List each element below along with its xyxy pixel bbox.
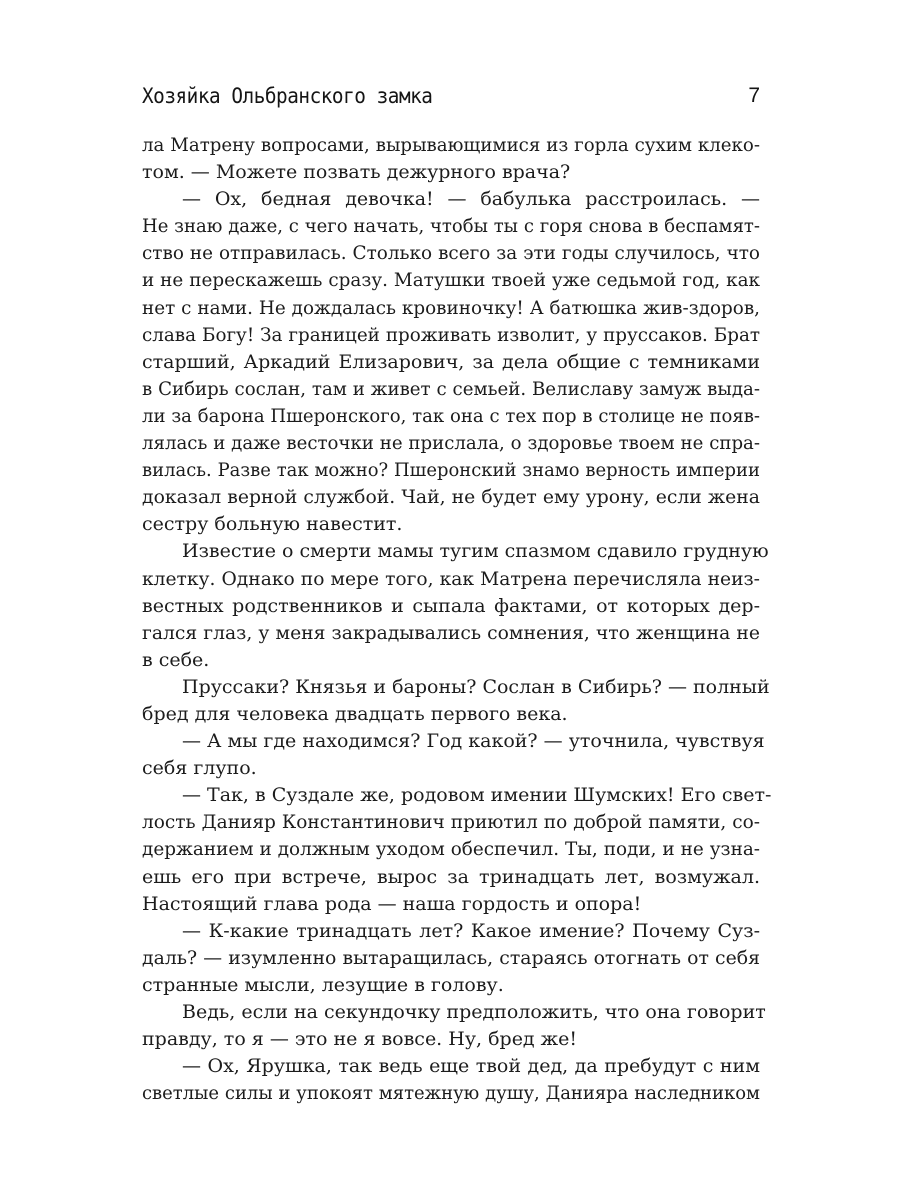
text-line: лялась и даже весточки не прислала, о здоровье твоем не спра-: [142, 432, 760, 455]
text-line: вестных родственников и сыпала фактами, от которых дер-: [142, 594, 760, 617]
text-line: — Ох, Ярушка, так ведь еще твой дед, да пребудут с ним: [182, 1055, 760, 1078]
text-line: Ведь, если на секундочку предположить, что она говорит: [182, 1001, 766, 1023]
text-line: Известие о смерти мамы тугим спазмом сдавило грудную: [182, 540, 769, 563]
text-line: бред для человека двадцать первого века.: [142, 702, 568, 725]
text-line: лость Данияр Константинович приютил по доброй памяти, со-: [142, 811, 760, 834]
text-line: клетку. Однако по мере того, как Матрена перечисляла неиз-: [142, 567, 760, 590]
text-line: — А мы где находимся? Год какой? — уточнила, чувствуя: [182, 730, 765, 753]
text-line: держанием и должным уходом обеспечил. Ты, поди, и не узна-: [142, 838, 760, 861]
text-line: Настоящий глава рода — наша гордость и опора!: [142, 892, 642, 915]
text-line: — Так, в Суздале же, родовом имении Шумских! Его свет-: [182, 784, 772, 807]
text-line: нет с нами. Не дождалась кровиночку! А батюшка жив-здоров,: [142, 296, 760, 319]
text-line: доказал верной службой. Чай, не будет ему урону, если жена: [142, 486, 760, 509]
text-line: Не знаю даже, с чего начать, чтобы ты с горя снова в беспамят-: [142, 215, 760, 238]
text-line: — Ох, бедная девочка! — бабулька расстроилась. —: [182, 188, 760, 211]
text-line: — К-какие тринадцать лет? Какое имение? Почему Суз-: [182, 919, 760, 942]
text-line: Пруссаки? Князья и бароны? Сослан в Сибирь? — полный: [182, 675, 770, 698]
body-text: [142, 132, 772, 1107]
book-title: Хозяйка Ольбранского замка: [142, 84, 433, 108]
text-line: ли за барона Пшеронского, так она с тех пор в столице не появ-: [142, 404, 760, 427]
text-line: в Сибирь сослан, там и живет с семьей. Велиславу замуж выда-: [142, 377, 760, 400]
running-head: [142, 82, 760, 114]
text-line: гался глаз, у меня закрадывались сомнения, что женщина не: [142, 621, 760, 644]
text-line: странные мысли, лезущие в голову.: [142, 973, 504, 996]
text-line: слава Богу! За границей проживать изволит, у пруссаков. Брат: [142, 323, 760, 346]
text-line: ешь его при встрече, вырос за тринадцать лет, возмужал.: [142, 865, 760, 888]
text-line: в себе.: [142, 648, 210, 671]
text-line: сестру больную навестит.: [142, 513, 403, 536]
text-line: ла Матрену вопросами, вырывающимися из горла сухим клеко-: [142, 134, 760, 156]
text-line: ство не отправилась. Столько всего за эти годы случилось, что: [142, 242, 760, 265]
text-line: себя глупо.: [142, 757, 257, 780]
text-line: том. — Можете позвать дежурного врача?: [142, 161, 571, 184]
text-line: даль? — изумленно вытаращилась, стараясь отогнать от себя: [142, 946, 760, 969]
text-line: старший, Аркадий Елизарович, за дела общие с темниками: [142, 350, 760, 373]
text-line: правду, то я — это не я вовсе. Ну, бред же!: [142, 1028, 578, 1051]
text-line: и не перескажешь сразу. Матушки твоей уже седьмой год, как: [142, 269, 760, 292]
text-line: светлые силы и упокоят мятежную душу, Данияра наследником: [142, 1082, 760, 1105]
text-line: вилась. Разве так можно? Пшеронский знамо верность империи: [142, 459, 760, 482]
page-number: 7: [748, 84, 760, 107]
